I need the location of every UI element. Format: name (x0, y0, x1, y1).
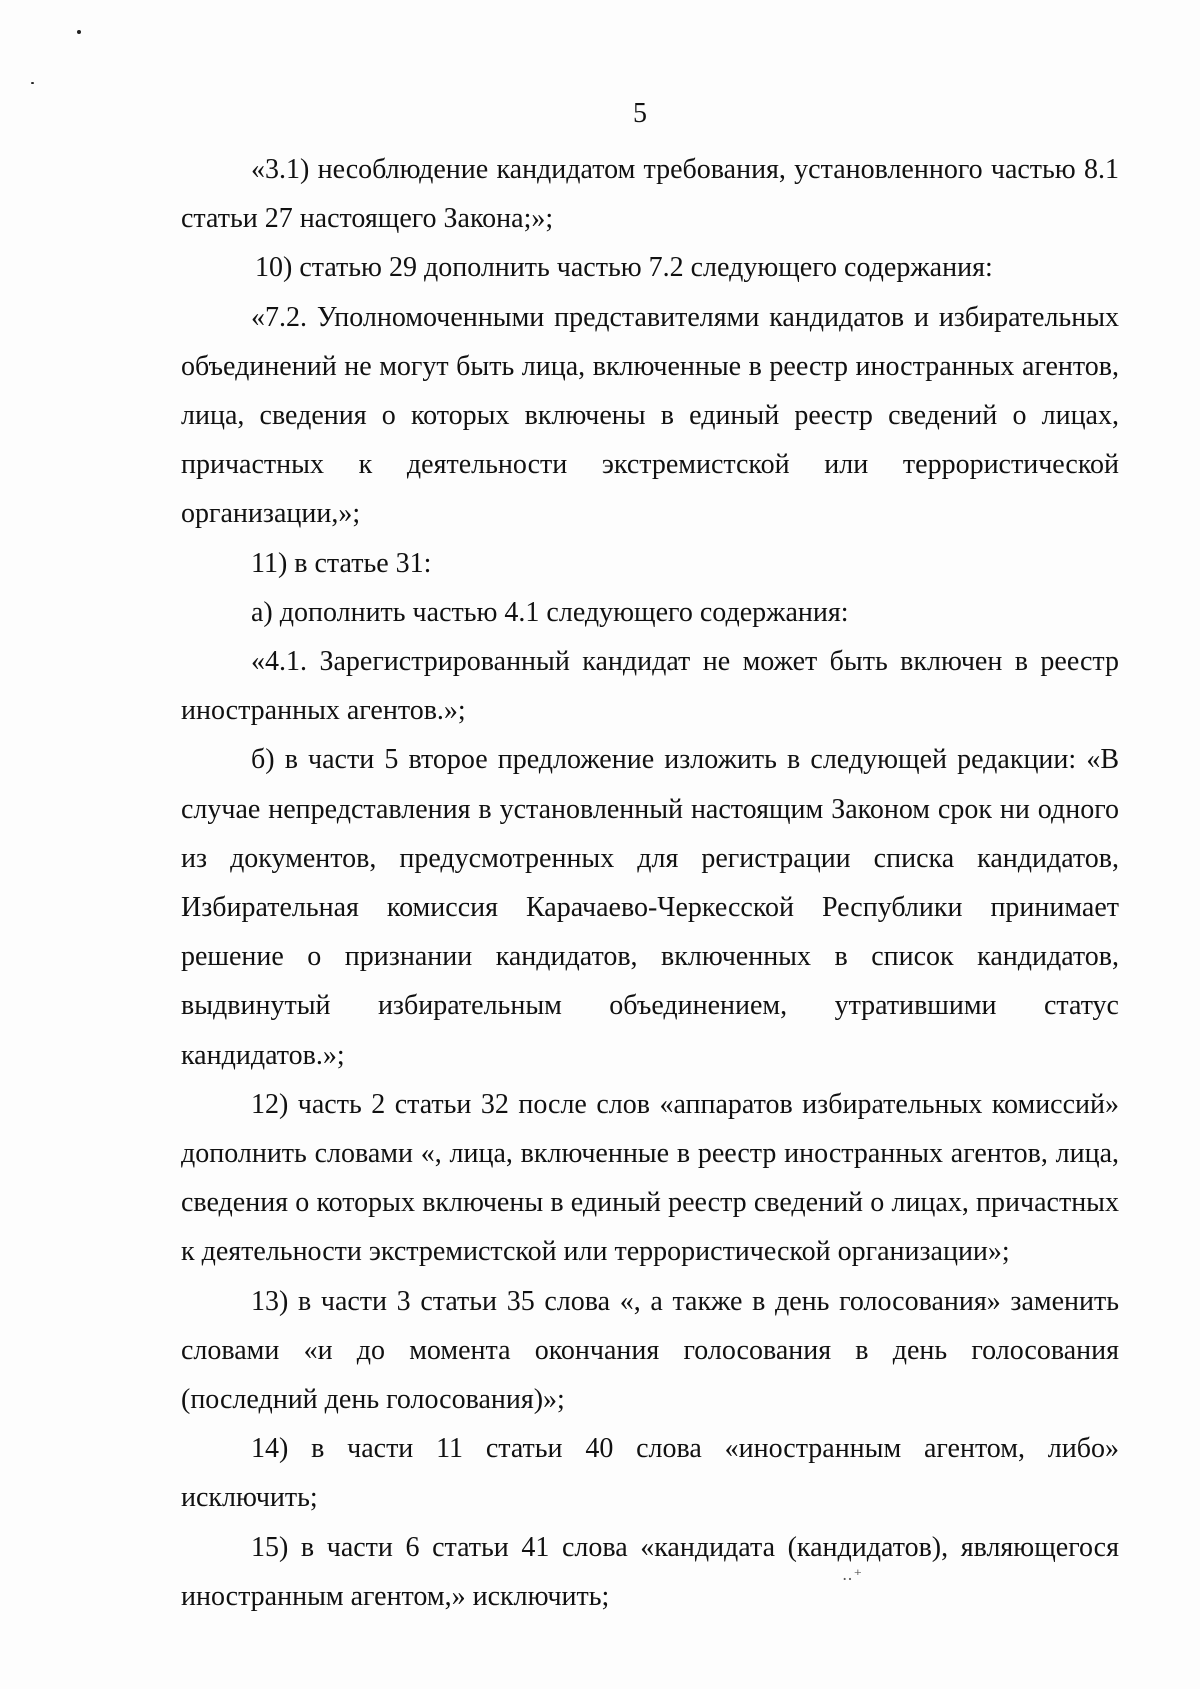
paragraph: 10) статью 29 дополнить частью 7.2 следующего содержания: (255, 252, 993, 284)
paragraph: а) дополнить частью 4.1 следующего содержания: (251, 596, 849, 628)
scan-speck (31, 82, 34, 84)
scan-speck (77, 30, 81, 34)
scan-mark: ‥⁺ (842, 1567, 864, 1584)
paragraph: б) в части 5 второе предложение изложить в следующей редакции: «В случае непредставления в установленный настоящим Законом срок ни одного из документов, предусмотренных для регистрации списка кандидатов, Избирательная комиссия Карачаево-Черкесской Республики принимает решение о признании кандидатов, включенных в список кандидатов, выдвинутый избирательным объединением, утратившими статус кандидатов.»; (181, 744, 1119, 1071)
document-body (181, 145, 1119, 1621)
paragraph: 11) в статье 31: (251, 547, 432, 579)
paragraph: 13) в части 3 статьи 35 слова «, а также в день голосования» заменить словами «и до момента окончания голосования в день голосования (последний день голосования)»; (181, 1285, 1119, 1416)
paragraph: «4.1. Зарегистрированный кандидат не может быть включен в реестр иностранных агентов.»; (181, 646, 1119, 727)
paragraph: 14) в части 11 статьи 40 слова «иностранным агентом, либо» исключить; (181, 1433, 1119, 1514)
paragraph: 15) в части 6 статьи 41 слова «кандидата (кандидатов), являющегося иностранным агентом,» исключить; (181, 1531, 1119, 1612)
paragraph: 12) часть 2 статьи 32 после слов «аппаратов избирательных комиссий» дополнить словами «, лица, включенные в реестр иностранных агентов, лица, сведения о которых включены в единый реестр сведений о лицах, причастных к деятельности экстремистской или террористической организации»; (181, 1088, 1119, 1268)
paragraph: «3.1) несоблюдение кандидатом требования, установленного частью 8.1 статьи 27 настоящего Закона;»; (181, 154, 1119, 235)
paragraph: «7.2. Уполномоченными представителями кандидатов и избирательных объединений не могут быть лица, включенные в реестр иностранных агентов, лица, сведения о которых включены в единый реестр сведений о лицах, причастных к деятельности экстремистской или террористической организации,»; (181, 301, 1119, 530)
page-number: 5 (633, 98, 647, 129)
